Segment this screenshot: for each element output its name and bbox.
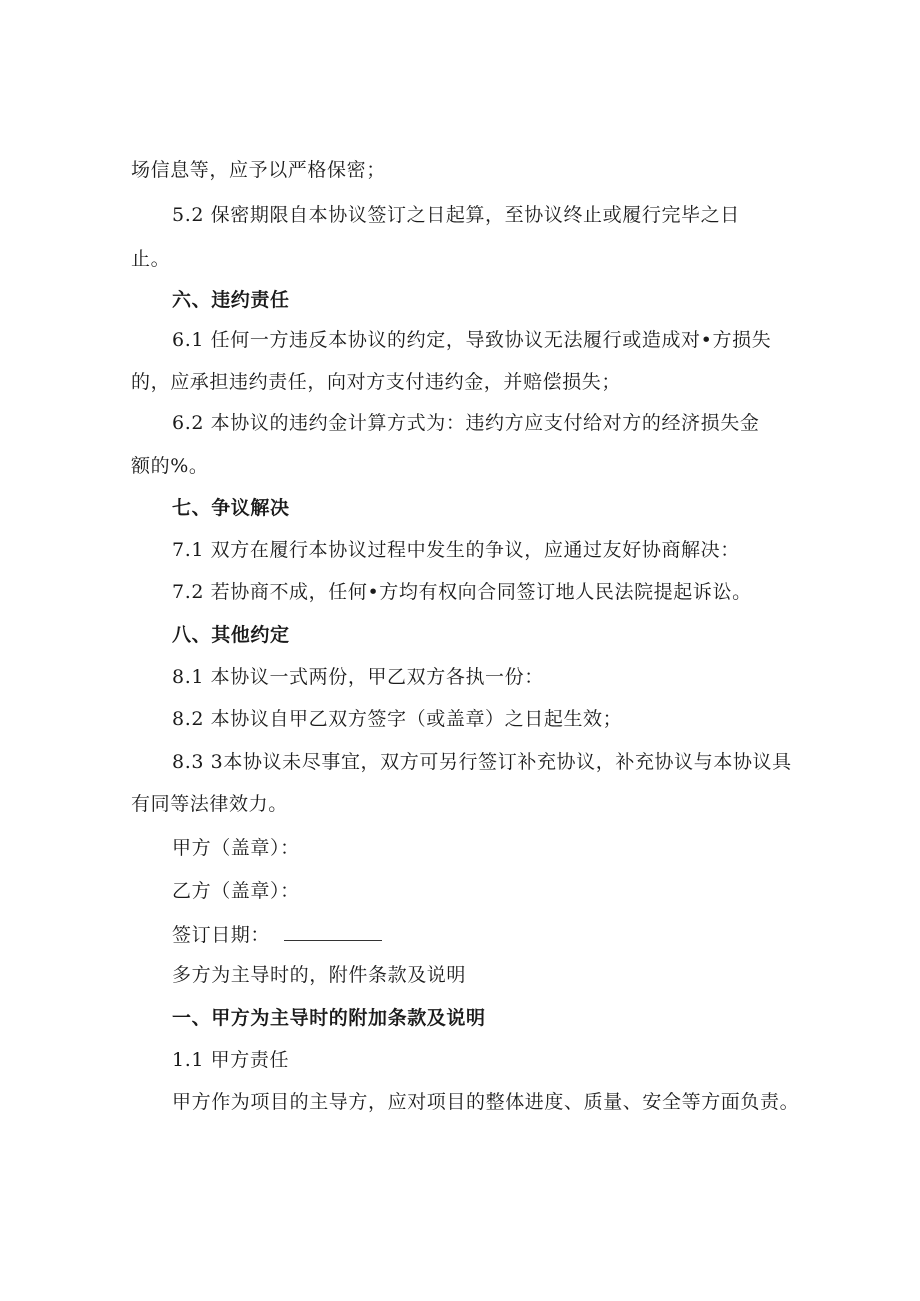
paragraph-5-1-continuation: 场信息等，应予以严格保密； <box>131 159 386 181</box>
section-heading-6: 六、违约责任 <box>172 289 290 311</box>
clause-5-2-continuation: 止。 <box>131 248 171 270</box>
signing-date-blank <box>284 922 382 941</box>
signing-date-label: 签订日期： <box>172 924 271 946</box>
appendix-section-heading-1: 一、甲方为主导时的附加条款及说明 <box>172 1007 486 1029</box>
clause-6-1-continuation: 的，应承担违约责任，向对方支付违约金，并赔偿损失； <box>131 371 622 393</box>
clause-8-3: 8.3 3本协议未尽事宜，双方可另行签订补充协议，补充协议与本协议具 <box>172 751 792 773</box>
clause-6-2-continuation: 额的%。 <box>131 455 209 477</box>
clause-7-1: 7.1 双方在履行本协议过程中发生的争议，应通过友好协商解决： <box>172 539 740 561</box>
appendix-clause-1-1-body: 甲方作为项目的主导方，应对项目的整体进度、质量、安全等方面负责。 <box>172 1091 800 1113</box>
party-a-seal-label: 甲方（盖章）： <box>172 837 300 859</box>
clause-8-3-continuation: 有同等法律效力。 <box>131 793 288 815</box>
section-heading-8: 八、其他约定 <box>172 624 290 646</box>
clause-8-1: 8.1 本协议一式两份，甲乙双方各执一份： <box>172 666 544 688</box>
appendix-clause-1-1: 1.1 甲方责任 <box>172 1049 290 1071</box>
clause-8-2: 8.2 本协议自甲乙双方签字（或盖章）之日起生效； <box>172 708 623 730</box>
section-heading-7: 七、争议解决 <box>172 497 290 519</box>
party-b-seal-label: 乙方（盖章）： <box>172 880 300 902</box>
clause-6-2: 6.2 本协议的违约金计算方式为：违约方应支付给对方的经济损失金 <box>172 412 760 434</box>
appendix-intro: 多方为主导时的，附件条款及说明 <box>172 964 467 986</box>
clause-5-2: 5.2 保密期限自本协议签订之日起算，至协议终止或履行完毕之日 <box>172 204 740 226</box>
clause-6-1: 6.1 任何一方违反本协议的约定，导致协议无法履行或造成对•方损失 <box>172 329 772 351</box>
signing-date-row <box>172 922 382 947</box>
clause-7-2: 7.2 若协商不成，任何•方均有权向合同签订地人民法院提起诉讼。 <box>172 581 752 603</box>
